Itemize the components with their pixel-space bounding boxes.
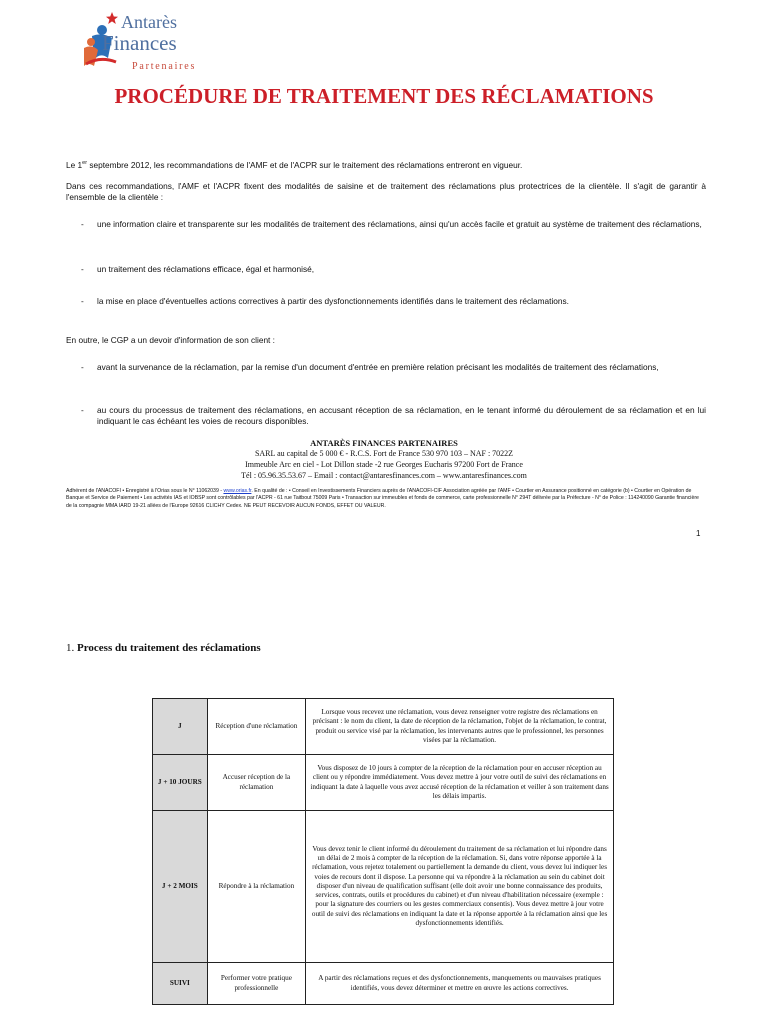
process-table (152, 698, 614, 1005)
bullet-dash: - (81, 264, 84, 274)
logo-text-finances: Finances (102, 31, 177, 55)
footer-legal-notice (66, 488, 706, 510)
bullet-dash: - (81, 296, 84, 306)
table-row (153, 963, 614, 1005)
action-cell: Accuser réception de la réclamation (207, 755, 305, 811)
list-item: la mise en place d'éventuelles actions correctives à partir des dysfonctionnements identifiés dans le traitement des réclamations. (97, 296, 569, 306)
action-cell: Réception d'une réclamation (207, 699, 305, 755)
bullet-dash: - (81, 362, 84, 372)
step-cell: SUIVI (153, 963, 208, 1005)
list-item: une information claire et transparente sur les modalités de traitement des réclamations, ainsi qu'un accès facile et gratuit au système de traitement des réclamations, (97, 219, 702, 229)
section-number: 1. (66, 642, 75, 654)
list-item: avant la survenance de la réclamation, par la remise d'un document d'entrée en première relation précisant les modalités de traitement des réclamations, (97, 362, 659, 372)
action-cell: Performer votre pratique professionnelle (207, 963, 305, 1005)
footer-legal-text-b: . En qualité de : • Conseil en Investissements Financiers auprès de l'ANACOFI-CIF Association agréée par l'AMF • Courtier en Assurance positionné en catégorie (b) • Courtier en Opération de Banque et Service de Paiement • Les activités IAS et IOBSP sont contrôlables par l'ACPR - 61 rue Taitbout 75009 Paris • Transaction sur immeubles et fonds de commerce, carte professionnelle N° 294T délivrée par la Préfecture - N° de Police : 114240090 Garantie financière de la compagnie MMA IARD 19-21 allées de l'Europe 92616 CLICHY Cedex. NE PEUT RECEVOIR AUCUN FONDS, EFFET OU VALEUR. (66, 488, 699, 509)
footer-line-3: Tél : 05.96.35.53.67 – Email : contact@antaresfinances.com – www.antaresfinances.com (241, 471, 527, 480)
intro-paragraph-1 (66, 158, 706, 170)
intro-1-sup: er (82, 160, 88, 166)
intro-1-text-b: septembre 2012, les recommandations de l'AMF et de l'ACPR sur le traitement des réclamations entreront en vigueur. (87, 159, 523, 170)
footer-line-1: SARL au capital de 5 000 € - R.C.S. Fort de France 530 970 103 – NAF : 7022Z (254, 449, 514, 458)
section-title: Process du traitement des réclamations (77, 642, 261, 654)
orias-link[interactable]: www.orias.fr (223, 488, 252, 494)
logo-text-antares: Antarès (121, 12, 177, 32)
intro-paragraph-3: En outre, le CGP a un devoir d'information de son client : (66, 335, 275, 345)
description-cell: Vous devez tenir le client informé du déroulement du traitement de sa réclamation et lui répondre dans un délai de 2 mois à compter de la réception de la réclamation. Si, dans votre réponse apportée à la réclamation, vous rejetez totalement ou partiellement la demande du client, vous devez lui indiquer les voies de recours dont il dispose. La personne qui va répondre à la réclamation au sein du cabinet doit disposer d'un niveau de qualification suffisant (elle doit avoir une bonne connaissance des produits, services, contrats, outils et procédures du cabinet) et d'un niveau d'habilitation nécessaire (exemple : pour la signature des courriers ou les gestes commerciaux consentis). Vous devez mettre à jour votre outil de suivi des réclamations en indiquant la date et la réponse apportée à la réclamation ainsi que les dysfonctionnements identifiés. (306, 811, 614, 963)
description-cell: Vous disposez de 10 jours à compter de la réception de la réclamation pour en accuser réception au client ou y répondre immédiatement. Vous devez mettre à jour votre outil de suivi des réclamations en indiquant la date à laquelle vous avez accusé réception de la réclamation et veiller à son traitement dans les délais impartis. (306, 755, 614, 811)
logo-text-partenaires: Partenaires (132, 61, 197, 72)
bullet-dash: - (81, 405, 84, 415)
section-heading (66, 642, 261, 654)
table-row (153, 699, 614, 755)
step-cell: J + 10 JOURS (153, 755, 208, 811)
step-cell: J + 2 MOIS (153, 811, 208, 963)
table-row (153, 755, 614, 811)
company-logo (76, 4, 216, 76)
page-number: 1 (696, 529, 701, 538)
description-cell: Lorsque vous recevez une réclamation, vous devez renseigner votre registre des réclamations en précisant : le nom du client, la date de réception de la réclamation, l'objet de la réclamation, le contrat, produit ou service visé par la réclamation, les intervenants autres que le professionnel, les personnes visées par la réclamation. (306, 699, 614, 755)
intro-paragraph-2: Dans ces recommandations, l'AMF et l'ACPR fixent des modalités de saisine et de traitement des réclamations plus protectrices de la clientèle. Il s'agit de garantir à l'ensemble de la clientèle : (66, 181, 706, 202)
intro-1-text-a: Le 1 (66, 159, 83, 170)
table-row (153, 811, 614, 963)
description-cell: A partir des réclamations reçues et des dysfonctionnements, manquements ou mauvaises pratiques identifiés, vous devez déterminer et mettre en œuvre les actions correctives. (306, 963, 614, 1005)
step-cell: J (153, 699, 208, 755)
action-cell: Répondre à la réclamation (207, 811, 305, 963)
bullet-dash: - (81, 219, 84, 229)
footer-company-name: ANTARÈS FINANCES PARTENAIRES (310, 438, 458, 448)
footer-line-2: Immeuble Arc en ciel - Lot Dillon stade -2 rue Georges Eucharis 97200 Fort de France (245, 460, 523, 469)
footer-legal-text-a: Adhérent de l'ANACOFI • Enregistré à l'Orias sous le N° 11062039 - (66, 488, 224, 494)
list-item: au cours du processus de traitement des réclamations, en accusant réception de sa réclamation, en le tenant informé du déroulement de sa réclamation et en lui indiquant le cas échéant les voies de recours disponibles. (97, 405, 706, 426)
list-item: un traitement des réclamations efficace, égal et harmonisé, (97, 264, 315, 274)
page-title: PROCÉDURE DE TRAITEMENT DES RÉCLAMATIONS (114, 84, 654, 108)
